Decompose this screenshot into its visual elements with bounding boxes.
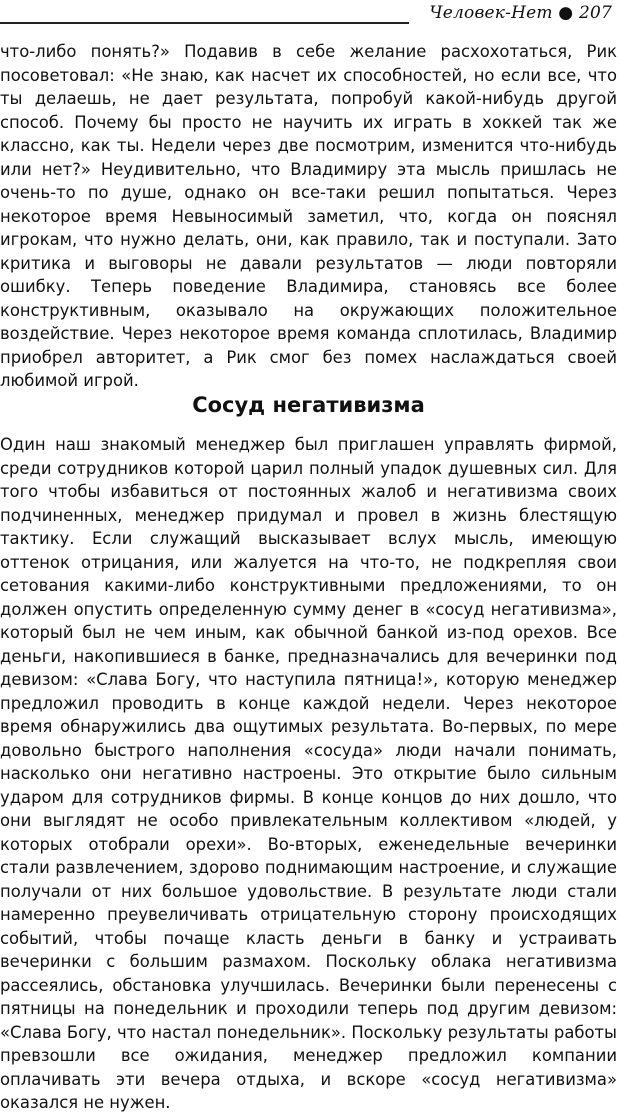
page-header bbox=[0, 0, 620, 30]
section-title: Сосуд негативизма bbox=[192, 393, 425, 417]
running-head: Человек-Нет ● 207 bbox=[429, 3, 612, 23]
paragraph-section-body: Один наш знакомый менеджер был приглашен управлять фирмой, среди сотрудников которой царил полный упадок душевных сил. Для того чтобы избавиться от постоянных жалоб и негативизма своих подчиненных, менеджер придумал и провел в жизнь блестящую тактику. Если служащий высказывает вслух мысль, имеющую оттенок отрицания, или жалуется на что-то, не подкрепляя свои сетования какими-либо конструктивными предложениями, то он должен опустить определенную сумму денег в «сосуд негативизма», который был не чем иным, как обычной банкой из-под орехов. Все деньги, накопившиеся в банке, предназначались для вечеринки под девизом: «Слава Богу, что наступила пятница!», которую менеджер предложил проводить в конце каждой недели. Через некоторое время обнаружились два ощутимых результата. Во-первых, по мере довольно быстрого наполнения «сосуда» люди начали понимать, насколько они негативно настроены. Это открытие было сильным ударом для сотрудников фирмы. В конце концов до них дошло, что они выглядят не особо привлекательным коллективом «людей, у которых отобрали орехи». Во-вторых, еженедельные вечеринки стали развлечением, здорово поднимающим настроение, и служащие получали от них большое удовольствие. В результате люди стали намеренно преувеличивать отрицательную сторону происходящих событий, чтобы почаще класть деньги в банку и устраивать вечеринки с большим размахом. Поскольку облака негативизма рассеялись, обстановка улучшилась. Вечеринки были перенесены с пятницы на понедельник и проходили теперь под другим девизом: «Слава Богу, что настал понедельник». Поскольку результаты работы превзошли все ожидания, менеджер предложил компании оплачивать эти вечера отдыха, и вскоре «сосуд негативизма» оказался не нужен. bbox=[0, 435, 617, 1112]
paragraph-continued: что-либо понять?» Подавив в себе желание расхохотаться, Рик посоветовал: «Не знаю, как насчет их способностей, но если все, что ты делаешь, не дает результата, попробуй какой-нибудь другой способ. Почему бы просто не научить их играть в хоккей так же классно, как ты. Недели через две посмотрим, изменится что-нибудь или нет?» Неудивительно, что Владимиру эта мысль пришлась не очень-то по душе, однако он все-таки решил попытаться. Через некоторое время Невыносимый заметил, что, когда он пояснял игрокам, что нужно делать, они, как правило, так и поступали. Зато критика и выговоры не давали результатов — люди повторяли ошибку. Теперь поведение Владимира, становясь все более конструктивным, оказывало на окружающих положительное воздействие. Через некоторое время команда сплотилась, Владимир приобрел авторитет, а Рик смог без помех наслаждаться своей любимой игрой. bbox=[0, 42, 617, 390]
header-rule bbox=[0, 22, 409, 24]
